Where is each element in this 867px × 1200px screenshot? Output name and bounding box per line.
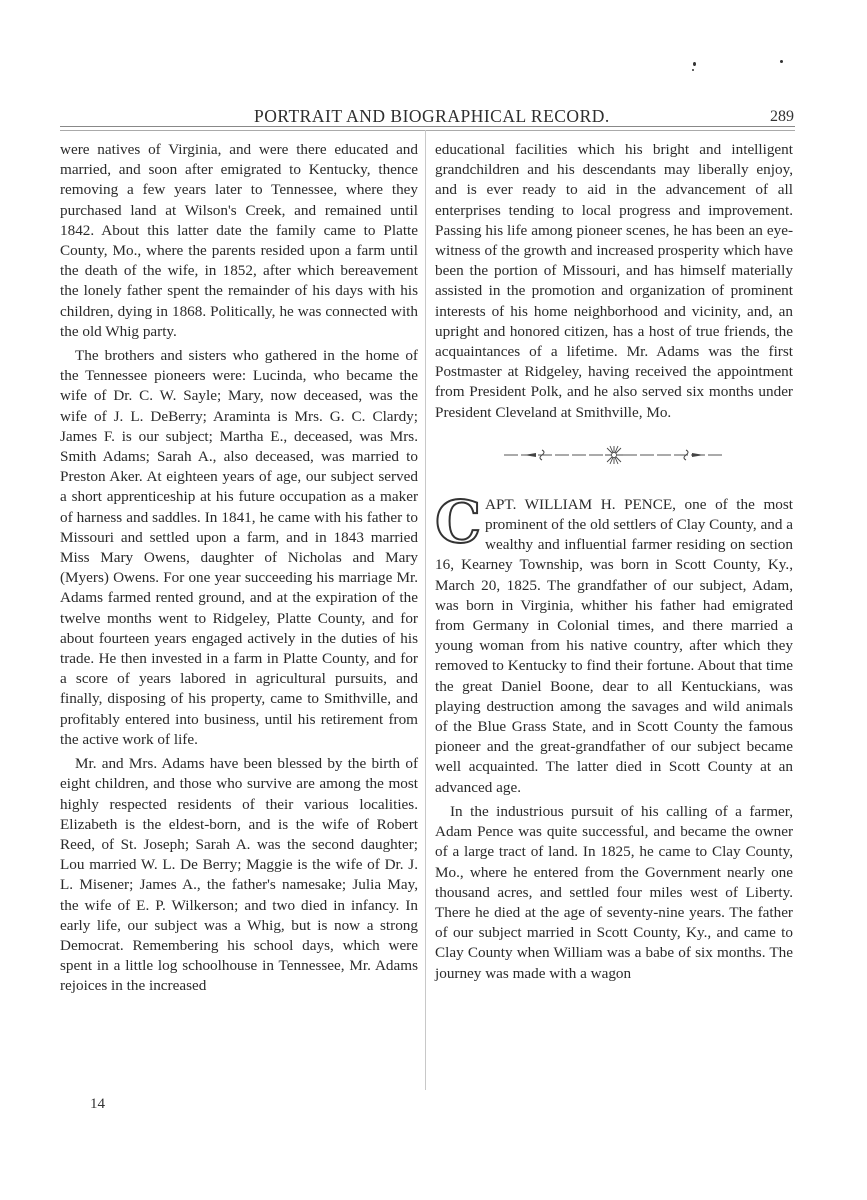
paragraph: were natives of Virginia, and were there educated and married, and soon after emigrated to Kentucky, thence removing a few years later to Tennessee, where they purchased land at Wilson's Creek, and remained until 1842. About this latter date the family came to Platte County, Mo., where the parents resided upon a farm until the death of the wife, in 1852, after which bereavement the lonely father spent the remainder of his days with his children, dying in 1868. Politically, he was connected with the old Whig party. [60, 141, 418, 340]
header-rule [60, 126, 795, 131]
left-column [60, 140, 418, 1001]
paragraph: In the industrious pursuit of his calling of a farmer, Adam Pence was quite successful, and became the owner of a large tract of land. In 1825, he came to Clay County, Mo., where he entered from the Government nearly one thousand acres, and settled four miles west of Liberty. There he died at the age of seventy-nine years. The father of our subject married in Scott County, Ky., and came to Clay County when William was a babe of six months. The journey was made with a wagon [435, 802, 793, 982]
page-header [58, 104, 796, 128]
paragraph-continuation: educational facilities which his bright and intelligent grandchildren and his descendants may liberally enjoy, and is ever ready to aid in the advancement of all enterprises tending to local progress and improvement. Passing his life among pioneer scenes, he has been an eye-witness of the growth and increased prosperity which have been the portion of Missouri, and has himself materially assisted in the promotion and organization of prominent interests of his home neighborhood and vicinity, and, an upright and honored citizen, has a host of true friends, the acquaintances of a lifetime. Mr. Adams was the first Postmaster at Ridgeley, having received the appointment from President Polk, and he also served six months under President Cleveland at Smithville, Mo. [435, 141, 793, 421]
scan-speck [693, 62, 696, 66]
decorative-divider-ornament-icon [494, 445, 734, 465]
scan-speck [692, 69, 694, 71]
article-pence [435, 487, 793, 984]
page-number: 289 [770, 108, 794, 125]
signature-mark: 14 [90, 1096, 105, 1112]
scan-speck [780, 60, 783, 63]
right-column [435, 140, 793, 988]
drop-cap: C [435, 487, 482, 556]
running-title: PORTRAIT AND BIOGRAPHICAL RECORD. [254, 106, 610, 126]
paragraph: Mr. and Mrs. Adams have been blessed by the birth of eight children, and those who survive are among the most highly respected residents of their various localities. Elizabeth is the eldest-born, and is the wife of Robert Reed, of St. Joseph; Sarah A. was the second daughter; Lou married W. L. De Berry; Maggie is the wife of Dr. J. L. Misener; James A., the father's namesake; Julia May, the wife of E. P. Wilkerson; and two died in infancy. In early life, our subject was a Whig, but is now a strong Democrat. Remembering his school days, which were spent in a little log schoolhouse in Tennessee, Mr. Adams rejoices in the increased [60, 755, 418, 995]
article-lead-paragraph: APT. WILLIAM H. PENCE, one of the most prominent of the old settlers of Clay County, and a wealthy and influential farmer residing on section 16, Kearney Township, was born in Scott County, Ky., March 20, 1825. The grandfather of our subject, Adam, was born in Virginia, whither his father had emigrated from Germany in Colonial times, and there married a young woman from his native country, after which they removed to Kentucky to find their fortune. About that time the great Daniel Boone, dear to all Kentuckians, was playing destruction among the savages and wild animals of the Blue Grass State, and in Scott County the famous pioneer and the great-grandfather of our subject became well acquainted. The latter died in Scott County at an advanced age. [435, 495, 793, 796]
paragraph: The brothers and sisters who gathered in the home of the Tennessee pioneers were: Lucinda, who became the wife of Dr. C. W. Sayle; Mary, now deceased, was the wife of J. L. DeBerry; Araminta is Mrs. G. C. Clardy; James F. is our subject; Martha E., deceased, was Mrs. Smith Adams; Sarah A., also deceased, was married to Preston Aker. At eighteen years of age, our subject served a short apprenticeship at his future occupation as a maker of harness and saddles. In 1841, he came with his father to Missouri and settled upon a farm, and in 1843 married Miss Mary Owens, daughter of Nicholas and Mary (Myers) Owens. For one year succeeding his marriage Mr. Adams farmed rented ground, and at the expiration of the twelve months went to Ridgeley, Platte County, and for about fourteen years engaged actively in the duties of his trade. He then invested in a farm in Platte County, and for a score of years labored in agricultural pursuits, and finally, disposing of his property, came to Smithville, and profitably entered into business, until his retirement from the active work of life. [60, 347, 418, 748]
column-divider [425, 130, 426, 1090]
